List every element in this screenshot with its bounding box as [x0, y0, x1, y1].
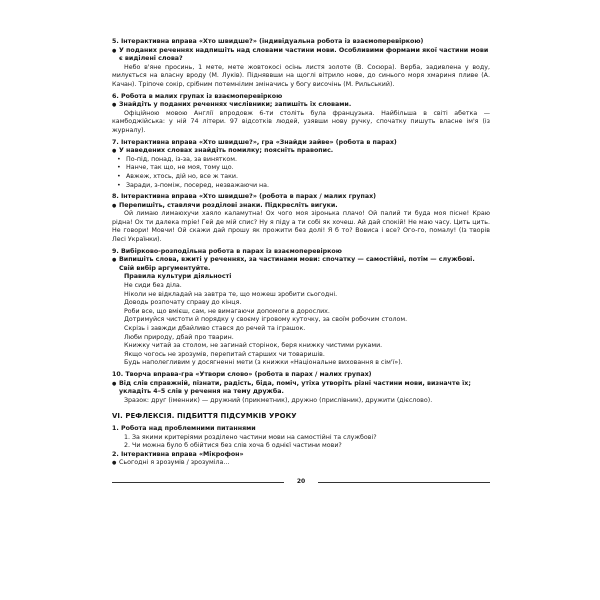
- exercise-6: [112, 93, 490, 136]
- exercise-8: [112, 193, 490, 245]
- footer-divider-right: [318, 482, 490, 483]
- exercise-8-title: 8. Інтерактивна вправа «Хто швидше?» (робота в парах / малих групах): [112, 193, 377, 201]
- exercise-8-task: ● Перепишіть, ставлячи розділові знаки. Підкресліть вигуки.: [112, 202, 490, 211]
- reflection-question: 2. Чи можна було б обійтися без слів хоча б однієї частини мови?: [124, 442, 342, 450]
- textbook-page: [112, 38, 490, 486]
- exercise-9-title: 9. Вибірково-розподільна робота в парах із взаємоперевіркою: [112, 247, 342, 255]
- page-number: 20: [296, 477, 306, 485]
- reflection-1-title: 1. Робота над проблемними питаннями: [112, 424, 256, 432]
- exercise-6-title: 6. Робота в малих групах із взаємоперевіркою: [112, 92, 283, 100]
- exercise-9-task: ● Випишіть слова, вжиті у реченнях, за частинами мови: спочатку — самостійні, потім — службові. Свій вибір аргументуйте.: [112, 256, 490, 273]
- exercise-6-text: Офіційною мовою Англії впродовж 6-ти століть була французька. Найбільша в світі абетка — камбоджійська: у ній 74 літери. 97 відсотків людей, узявши нову ручку, спочатку пишуть власне ім'я (із журналу).: [112, 109, 490, 134]
- page-footer: [112, 478, 490, 486]
- exercise-5-task: ● У поданих реченнях надпишіть над словами частини мови. Особливими формами якої частини мови є виділені слова?: [112, 47, 490, 64]
- rule-line: Книжку читай за столом, не загинай сторінок, беря книжку чистими руками.: [124, 342, 383, 350]
- exercise-10-task: ● Від слів справжній, пізнати, радість, біда, поміч, утіха утворіть різні частини мови, визначте їх; укладіть 4–5 слів у речення на тему дружба.: [112, 380, 490, 397]
- exercise-10: [112, 371, 490, 405]
- list-item: • По-під, понад, із-за, за винятком.: [112, 156, 490, 165]
- exercise-5-text: Небо в'яне просинь, 1 мете, мете жовтокосі осінь листя золоте (В. Сосюра). Верба, задивлена у воду, милується на власну вроду (М. Луків). Підняввши на щоглі вітрило нове, до синього моря хмариня пливе (А. Качан). Тріпоче сокір, срібним потемнілим зміначись у богу височінь (М. Рильський).: [112, 63, 490, 88]
- section-vi-title: VI. РЕФЛЕКСІЯ. ПІДБИТТЯ ПІДСУМКІВ УРОКУ: [112, 412, 297, 421]
- list-item: • Авжеж, хтось, дій но, все ж таки.: [112, 173, 490, 182]
- rule-line: Люби природу, дбай про тварин.: [124, 333, 234, 341]
- exercise-5-title: 5. Інтерактивна вправа «Хто швидше?» (індивідуальна робота із взаємоперевіркою): [112, 38, 424, 45]
- rules-title: Правила культури діяльності: [124, 273, 232, 281]
- exercise-8-text: Ой лимаю лимаюхучи хаяло каламутна! Ох чого моя зіронька плачо! Ой палий ти буда моя пісне! Краю рідна! Ох ти далека mpie! Гей де мій спис? Ну я піду а ти собі як хочеш. Ай дай спокій! Не маю часу. Цить цить. Не говори! Мовчи! Ой скажи дай прошу як прожити без долі! Я б то? Вовиса і все? Ого-го, помалу! (Із творів Лесі Українки).: [112, 210, 490, 244]
- rule-line: Дотримуйся чистоти й порядку у своєму ігровому куточку, за своїм робочим столом.: [124, 316, 408, 324]
- exercise-7-task: ● У наведених словах знайдіть помилку; поясніть правопис.: [112, 147, 490, 156]
- exercise-10-sample: Зразок: друг (іменник) — дружний (прикметник), дружно (прислівник), дружити (дієслово).: [124, 396, 433, 404]
- rule-line: Якщо чогось не зрозумів, перепитай старших чи товаришів.: [124, 350, 325, 358]
- reflection-question: 1. За якими критеріями розділено частини мови на самостійні та службові?: [124, 433, 377, 441]
- reflection-2-title: 2. Інтерактивна вправа «Мікрофон»: [112, 450, 244, 458]
- rule-line: Роби все, що вмієш, сам, не вимагаючи допомоги в дорослих.: [124, 307, 330, 315]
- list-item: • Заради, з-поміж, посеред, незважаючи на.: [112, 182, 490, 191]
- exercise-7: [112, 139, 490, 191]
- reflection-2-item: ● Сьогодні я зрозумів / зрозуміла...: [112, 459, 490, 468]
- exercise-9: [112, 248, 490, 368]
- exercise-5: [112, 38, 490, 90]
- rule-line: Скрізь і завжди дбайливо стався до речей та іграшок.: [124, 325, 306, 332]
- exercise-10-title: 10. Творча вправа-гра «Утвори слово» (робота в парах / малих групах): [112, 370, 372, 378]
- exercise-7-title: 7. Інтерактивна вправа «Хто швидше?», гра «Знайди зайве» (робота в парах): [112, 138, 397, 146]
- rule-line: Будь наполегливим у досягненні мети (з книжки «Національне виховання в сім'ї»).: [124, 359, 403, 367]
- list-item: • Нанче, так що, не моя, тому що.: [112, 164, 490, 173]
- rule-line: Доводь розпочату справу до кінця.: [124, 299, 242, 307]
- rule-line: Не сиди без діла.: [124, 282, 182, 290]
- exercise-6-task: ● Знайдіть у поданих реченнях числівники; запишіть їх словами.: [112, 101, 490, 110]
- rule-line: Ніколи не відкладай на завтра те, що можеш зробити сьогодні.: [124, 290, 338, 298]
